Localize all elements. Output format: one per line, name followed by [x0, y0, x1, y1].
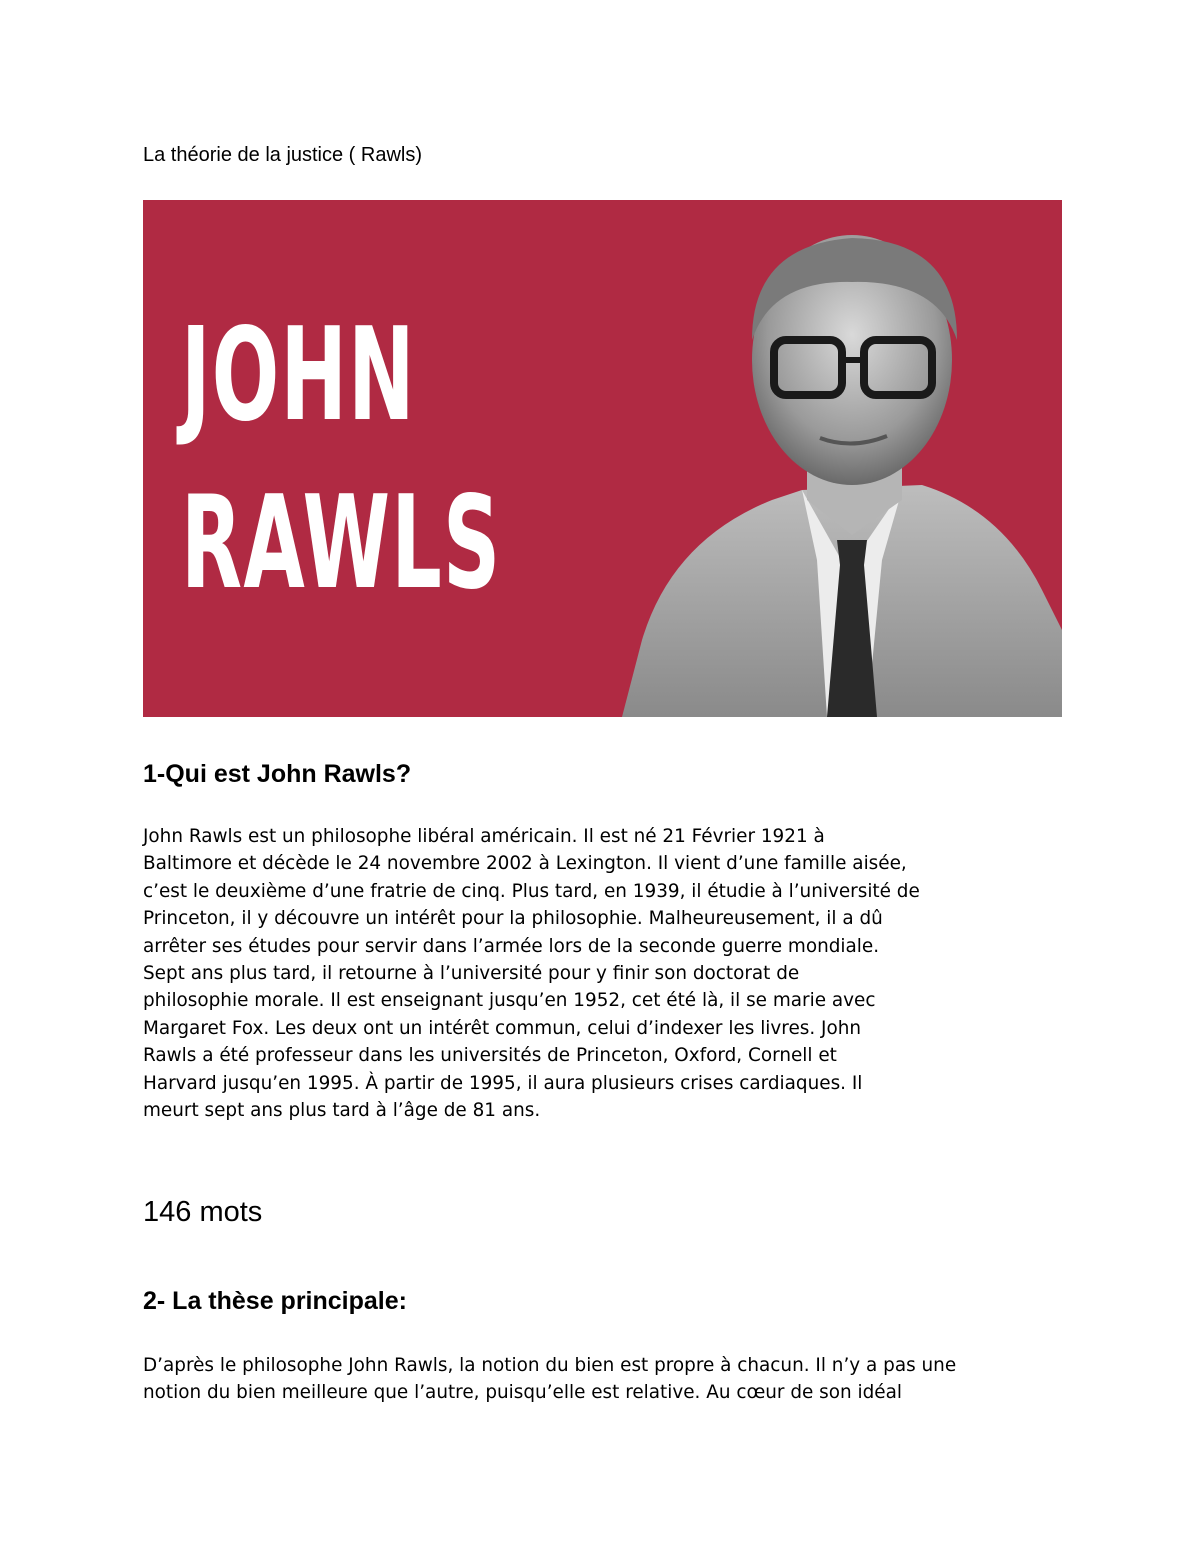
paragraph-line: Harvard jusqu’en 1995. À partir de 1995, il aura plusieurs crises cardiaques. Il — [143, 1072, 863, 1094]
section1-paragraph — [143, 823, 1063, 1124]
paragraph-line: Margaret Fox. Les deux ont un intérêt commun, celui d’indexer les livres. John — [143, 1017, 862, 1039]
document-title: La théorie de la justice ( Rawls) — [143, 144, 423, 166]
paragraph-line: Sept ans plus tard, il retourne à l’université pour y finir son doctorat de — [143, 963, 800, 985]
banner-name-text — [181, 292, 501, 628]
portrait-photo — [602, 200, 1062, 717]
paragraph-line: D’après le philosophe John Rawls, la notion du bien est propre à chacun. Il n’y a pas une — [143, 1355, 957, 1376]
section1-heading: 1-Qui est John Rawls? — [143, 760, 412, 788]
banner-name-line2: RAWLS — [181, 469, 502, 618]
paragraph-line: notion du bien meilleure que l’autre, puisqu’elle est relative. Au cœur de son idéal — [143, 1382, 902, 1404]
paragraph-line: Baltimore et décède le 24 novembre 2002 à Lexington. Il vient d’une famille aisée, — [143, 853, 907, 875]
section2-paragraph — [143, 1352, 1063, 1407]
banner-name-line1: JOHN — [181, 301, 416, 450]
paragraph-line: c’est le deuxième d’une fratrie de cinq. Plus tard, en 1939, il étudie à l’université de — [143, 880, 920, 902]
paragraph-line: Princeton, il y découvre un intérêt pour la philosophie. Malheureusement, il a dû — [143, 908, 883, 930]
paragraph-line: philosophie morale. Il est enseignant jusqu’en 1952, cet été là, il se marie avec — [143, 990, 876, 1012]
word-count: 146 mots — [143, 1196, 263, 1228]
section2-heading: 2- La thèse principale: — [143, 1287, 407, 1315]
paragraph-line: Rawls a été professeur dans les universités de Princeton, Oxford, Cornell et — [143, 1045, 837, 1067]
paragraph-line: meurt sept ans plus tard à l’âge de 81 ans. — [143, 1100, 541, 1122]
paragraph-line: arrêter ses études pour servir dans l’armée lors de la seconde guerre mondiale. — [143, 935, 880, 957]
john-rawls-banner-image — [143, 200, 1062, 717]
paragraph-line: John Rawls est un philosophe libéral américain. Il est né 21 Février 1921 à — [143, 826, 825, 847]
